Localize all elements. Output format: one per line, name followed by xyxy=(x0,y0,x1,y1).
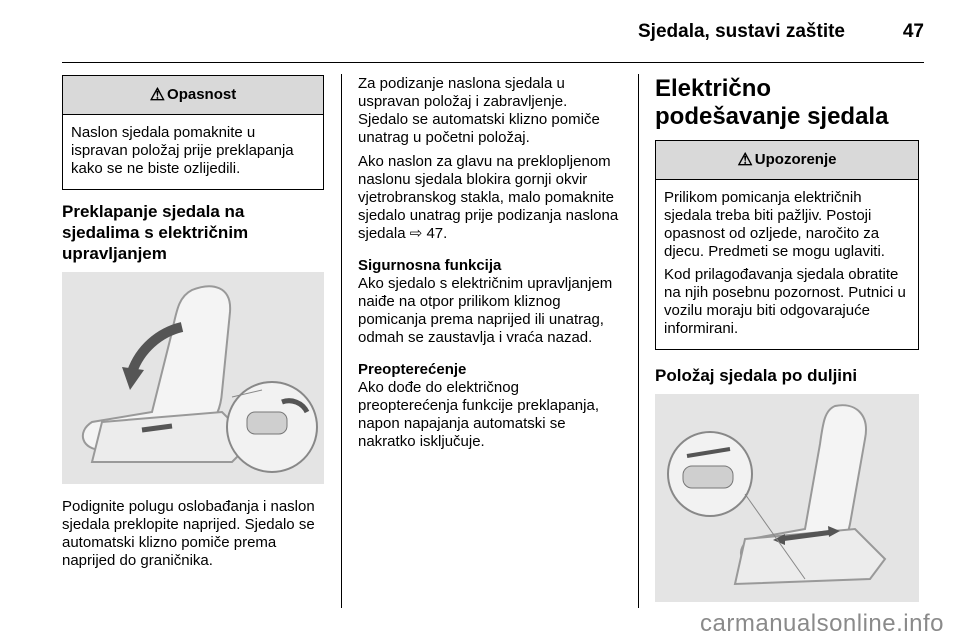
safety-title: Sigurnosna funkcija xyxy=(358,257,502,274)
header-title: Sjedala, sustavi zaštite xyxy=(638,21,845,42)
page-reference-arrow-icon[interactable]: ⇨ xyxy=(409,225,423,242)
warning-box xyxy=(655,140,919,350)
seat-length-drawing xyxy=(655,394,919,602)
headrest-text: Ako naslon za glavu na preklopljenom naslonu sjedala blokira gornji okvir vjetrobranskog stakla, malo pomaknite sjedalo unatrag prije podizanja naslona sjedala xyxy=(358,153,619,242)
seat-folding-drawing xyxy=(62,272,324,484)
warning-box-paragraph-1: Prilikom pomicanja električnih sjedala treba biti pažljiv. Postoji opasnost od ozljede, naročito za djecu. Predmeti se mogu uglaviti. xyxy=(664,189,885,260)
safety-text: Ako sjedalo s električnim upravljanjem naiđe na otpor prilikom kliznog pomicanja prema naprijed ili unatrag, odmah se zaustavlja i vraća nazad. xyxy=(358,275,613,346)
warning-box-header xyxy=(656,141,918,180)
safety-section xyxy=(358,257,620,347)
page-reference[interactable]: 47. xyxy=(426,225,448,242)
column-2 xyxy=(358,75,620,457)
watermark: carmanualsonline.info xyxy=(700,610,944,637)
warning-box-title: Upozorenje xyxy=(754,151,837,168)
section-title-seat-length: Položaj sjedala po duljini xyxy=(655,366,858,385)
overload-text: Ako dođe do električnog preopterećenja funkcije preklapanja, napon napajanja automatski se nakratko isključuje. xyxy=(358,379,599,450)
danger-box-title: Opasnost xyxy=(167,86,237,103)
warning-triangle-icon: ⚠ xyxy=(149,85,166,104)
overload-section xyxy=(358,361,620,451)
warning-box-body xyxy=(656,180,918,349)
column-1 xyxy=(62,75,324,576)
page-number: 47 xyxy=(902,21,924,42)
column-3 xyxy=(655,75,919,602)
danger-box-header xyxy=(63,76,323,115)
seat-length-illustration xyxy=(655,394,919,602)
paragraph-raise-backrest: Za podizanje naslona sjedala u uspravan položaj i zabravljenje. Sjedalo se automatski klizno pomiče unatrag u početni položaj. xyxy=(358,75,600,146)
section-title-folding: Preklapanje sjedala na sjedalima s električnim upravljanjem xyxy=(62,202,249,263)
column-divider-1 xyxy=(341,74,342,608)
warning-triangle-icon: ⚠ xyxy=(737,150,753,169)
main-title-electric-adjustment: Električno podešavanje sjedala xyxy=(655,75,889,130)
column-divider-2 xyxy=(638,74,639,608)
folding-paragraph: Podignite polugu oslobađanja i naslon sjedala preklopite naprijed. Sjedalo se automatski klizno pomiče prema naprijed do graničnika. xyxy=(62,498,315,569)
warning-box-paragraph-2: Kod prilagođavanja sjedala obratite na njih posebnu pozornost. Putnici u vozilu moraju biti odgovarajuće informirani. xyxy=(664,266,906,337)
danger-box xyxy=(62,75,324,190)
overload-title: Preopterećenje xyxy=(358,361,467,378)
danger-box-text: Naslon sjedala pomaknite u ispravan položaj prije preklapanja kako se ne biste ozlijedili. xyxy=(71,124,294,177)
seat-folding-illustration xyxy=(62,272,324,484)
header-rule xyxy=(62,62,924,63)
danger-box-body xyxy=(63,115,323,189)
paragraph-headrest xyxy=(358,153,620,243)
